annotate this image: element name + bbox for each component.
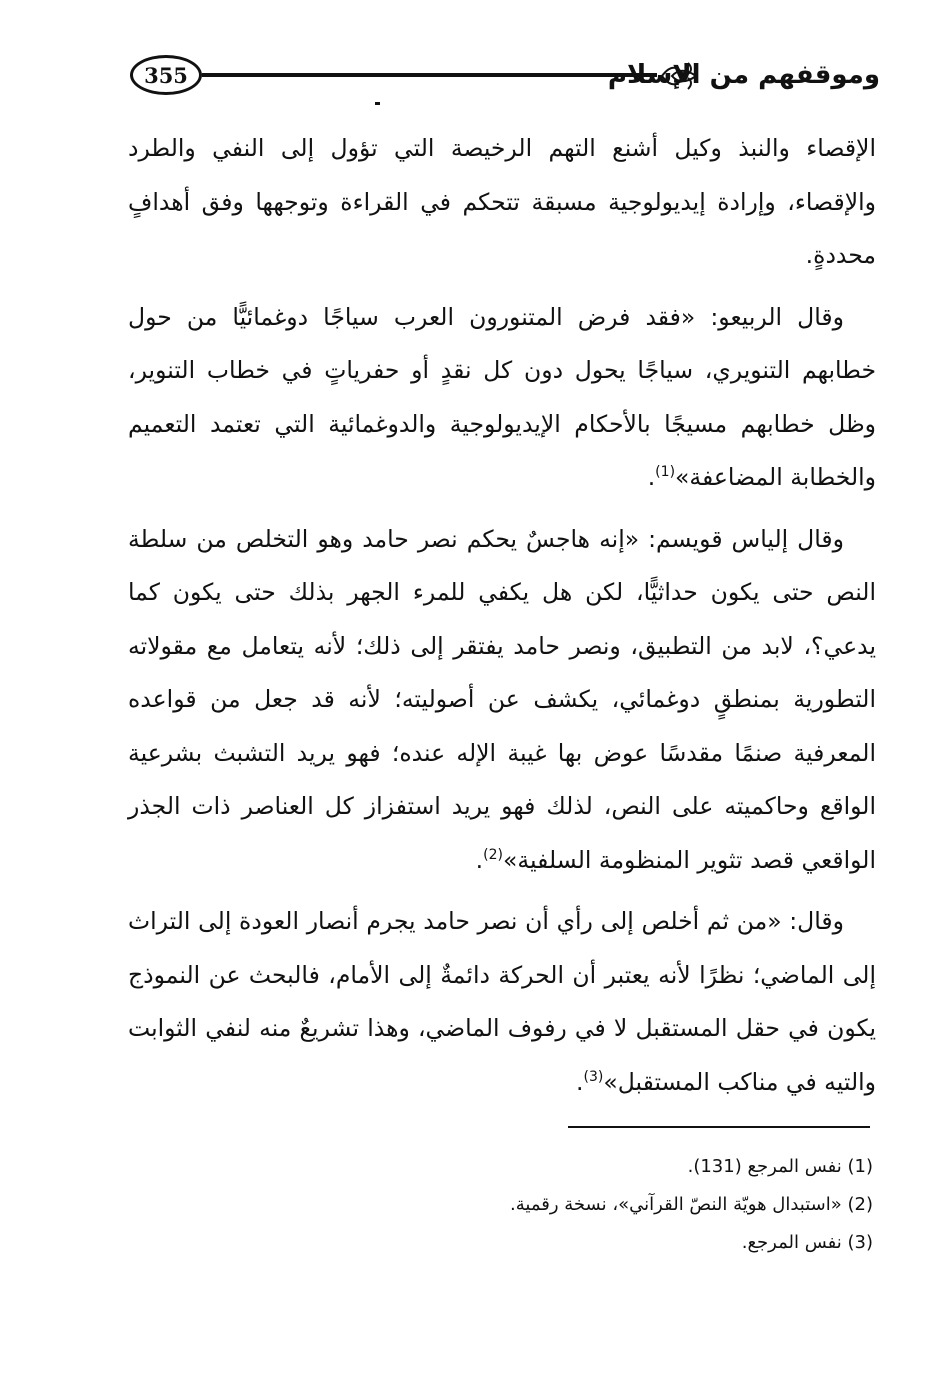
page-number-badge <box>130 55 202 95</box>
page-header <box>130 55 880 105</box>
footnote: (1) نفس المرجع (131). <box>687 1156 873 1177</box>
paragraph: وقال: «من ثم أخلص إلى رأي أن نصر حامد يجرم أنصار العودة إلى التراث إلى الماضي؛ نظرًا لأنه يعتبر أن الحركة دائمةٌ إلى الأمام، فالبحث عن النموذج يكون في حقل المستقبل لا في رفوف الماضي، وهذا تشريعٌ منه لنفي الثوابت والتيه في مناكب المستقبل»$^{(3)}$. <box>128 907 876 1096</box>
footnote-ref: (3) <box>583 1068 604 1085</box>
footnote-separator <box>568 1126 870 1128</box>
footnote-ref: (1) <box>655 464 676 481</box>
paragraph: الإقصاء والنبذ وكيل أشنع التهم الرخيصة التي تؤول إلى النفي والطرد والإقصاء، وإرادة إيديولوجية مسبقة تتحكم في القراءة وتوجهها وفق أهدافٍ محددةٍ. <box>128 134 876 269</box>
footnote: (2) «استبدال هويّة النصّ القرآني»، نسخة رقمية. <box>510 1194 873 1215</box>
dot-mark <box>375 102 380 105</box>
header-rule <box>202 73 657 77</box>
footnote: (3) نفس المرجع. <box>741 1232 873 1253</box>
body-text <box>128 122 876 1109</box>
footnotes <box>128 1148 873 1262</box>
footnote-ref: (2) <box>483 846 504 863</box>
paragraph: وقال الربيعو: «فقد فرض المتنورون العرب سياجًا دوغمائيًّا من حول خطابهم التنويري، سياجًا يحول دون كل نقدٍ أو حفرياتٍ في خطاب التنوير، وظل خطابهم مسيجًا بالأحكام الإيديولوجية والدوغمائية التي تعتمد التعميم والخطابة المضاعفة»$^{(1)}$. <box>128 302 876 491</box>
running-title: وموقفهم من الإسلام <box>607 60 880 90</box>
paragraph: وقال إلياس قويسم: «إنه هاجسٌ يحكم نصر حامد وهو التخلص من سلطة النص حتى يكون حداثيًّا، لكن هل يكفي للمرء الجهر بذلك حتى يكون كما يدعي؟، لابد من التطبيق، ونصر حامد يفتقر إلى ذلك؛ لأنه يتعامل مع مقولاته التطورية بمنطقٍ دوغمائي، يكشف عن أصوليته؛ لأنه قد جعل من قواعده المعرفية صنمًا مقدسًا عوض بها غيبة الإله عنده؛ فهو يريد التشبث بشرعية الواقع وحاكميته على النص، لذلك فهو يريد استفزاز كل العناصر ذات الجذر الواقعي قصد تثوير المنظومة السلفية»$^{(2)}$. <box>128 524 876 874</box>
page-number: 355 <box>144 62 188 88</box>
